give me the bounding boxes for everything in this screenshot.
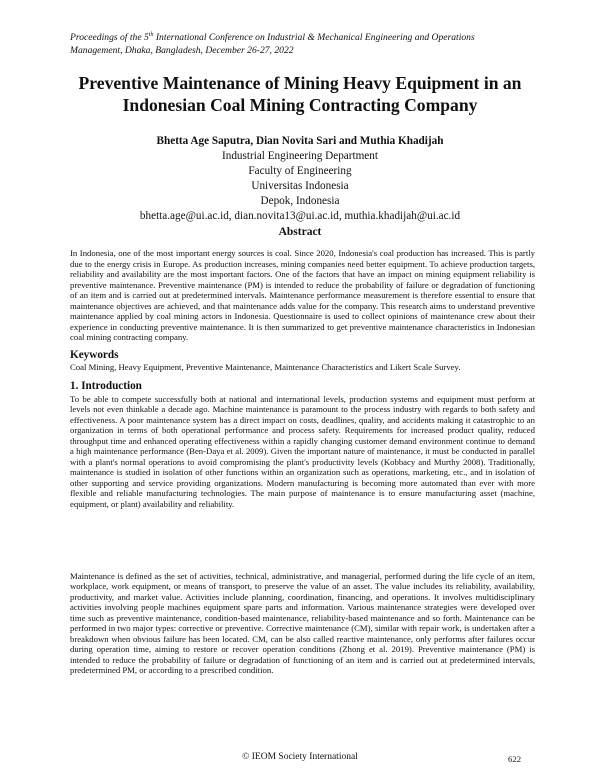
introduction-heading: 1. Introduction (70, 380, 142, 392)
abstract-text: In Indonesia, one of the most important energy sources is coal. Since 2020, Indonesia's coal production has increased. This is partly due to the energy crisis in Europe. As production increases, mining companies need better equipment. To achieve production targets, reliability and availability are the most important factors. One of the factors that have an impact on mining equipment reliability is preventive maintenance. Preventive maintenance (PM) is intended to reduce the probability of failure or degradation of functioning of an item and is carried out at predetermined intervals. Maintenance performance measurement is therefore essential to ensure that maintenance objectives are achieved, and that maintenance adds value for the company. This research aims to understand preventive maintenance applied by coal mining actors in Indonesia. Questionnaire is used to collect opinions of maintenance crew about their experience in conducting preventive maintenance. It is then summarized to get preventive maintenance characteristics in Indonesian coal mining contracting company. (70, 248, 535, 343)
footer-copyright: © IEOM Society International (242, 752, 358, 762)
keywords-heading: Keywords (70, 349, 119, 361)
conference-header (70, 31, 540, 57)
affiliation-faculty: Faculty of Engineering (248, 165, 352, 177)
affiliation-university: Universitas Indonesia (251, 180, 349, 192)
paper-title-line-1: Preventive Maintenance of Mining Heavy Equipment in an (78, 73, 522, 93)
affiliation-block (40, 149, 560, 224)
conference-line-1-prefix: Proceedings of the 5 (70, 32, 149, 43)
affiliation-emails: bhetta.age@ui.ac.id, dian.novita13@ui.ac.id, muthia.khadijah@ui.ac.id (139, 210, 461, 222)
author-list: Bhetta Age Saputra, Dian Novita Sari and Muthia Khadijah (156, 135, 444, 147)
introduction-paragraph-1: To be able to compete successfully both at national and international levels, production systems and equipment must perform at levels not even thinkable a decade ago. Machine maintenance is paramount to the process industry with regards to both safety and effectiveness. A poor maintenance system has a direct impact on costs, deadlines, quality, and accidents making it catastrophic to an organization in terms of both operational performance and process safety. Requirements for increased product quality, reduced throughput time and enhanced operating effectiveness within a rapidly changing customer demand environment continue to demand a high maintenance performance (Ben-Daya et al. 2009). Given the important nature of maintenance, it must be conducted in parallel with a plant's normal operations to avoid compromising the plant's productivity levels (Kobbacy and Murthy 2008). Traditionally, maintenance is studied in isolation of other functions within an organization such as operations, marketing, etc., and in isolation of other supporting and service providing organizations. Modern manufacturing is becoming more automated than ever with more flexible and reliable manufacturing technologies. The main purpose of maintenance is to ensure manufacturing asset (machine, equipment, or plant) availability and reliability. (70, 394, 535, 509)
paper-title (40, 72, 560, 116)
conference-line-1 (70, 31, 540, 44)
conference-line-2: Management, Dhaka, Bangladesh, December 26-27, 2022 (70, 45, 294, 56)
keywords-text: Coal Mining, Heavy Equipment, Preventive Maintenance, Maintenance Characteristics and Likert Scale Survey. (70, 362, 461, 372)
conference-line-1-suffix: International Conference on Industrial & Mechanical Engineering and Operations (153, 32, 475, 43)
paper-title-line-2: Indonesian Coal Mining Contracting Company (122, 95, 478, 115)
affiliation-department: Industrial Engineering Department (222, 150, 378, 162)
affiliation-location: Depok, Indonesia (260, 195, 340, 207)
introduction-paragraph-2: Maintenance is defined as the set of activities, technical, administrative, and managerial, performed during the life cycle of an item, workplace, work equipment, or means of transport, to preserve the value of an asset. The value includes its reliability, availability, productivity, and market value. Activities include planning, coordination, financing, and operations. It involves multidisciplinary activities involving people machines equipment spare parts and information. Various maintenance strategies were developed over time such as preventive maintenance, condition-based maintenance, reliability-based maintenance and so forth. Maintenance can be performed in two major types: corrective or preventive. Corrective maintenance (CM), similar with repair work, is undertaken after a breakdown when obvious failure has been located. CM, can be also called reactive maintenance, only performs after failures occur during operation time, aiming to restore or recover operation conditions (Zhong et al. 2019). Preventive maintenance (PM) is intended to reduce the probability of failure or degradation of functioning of an item and is carried out at predetermined intervals, predetermined PM, or according to a prescribed condition. (70, 571, 535, 676)
abstract-heading: Abstract (278, 226, 322, 238)
page-number: 622 (508, 754, 522, 764)
conference-ordinal-sup: th (148, 31, 154, 38)
